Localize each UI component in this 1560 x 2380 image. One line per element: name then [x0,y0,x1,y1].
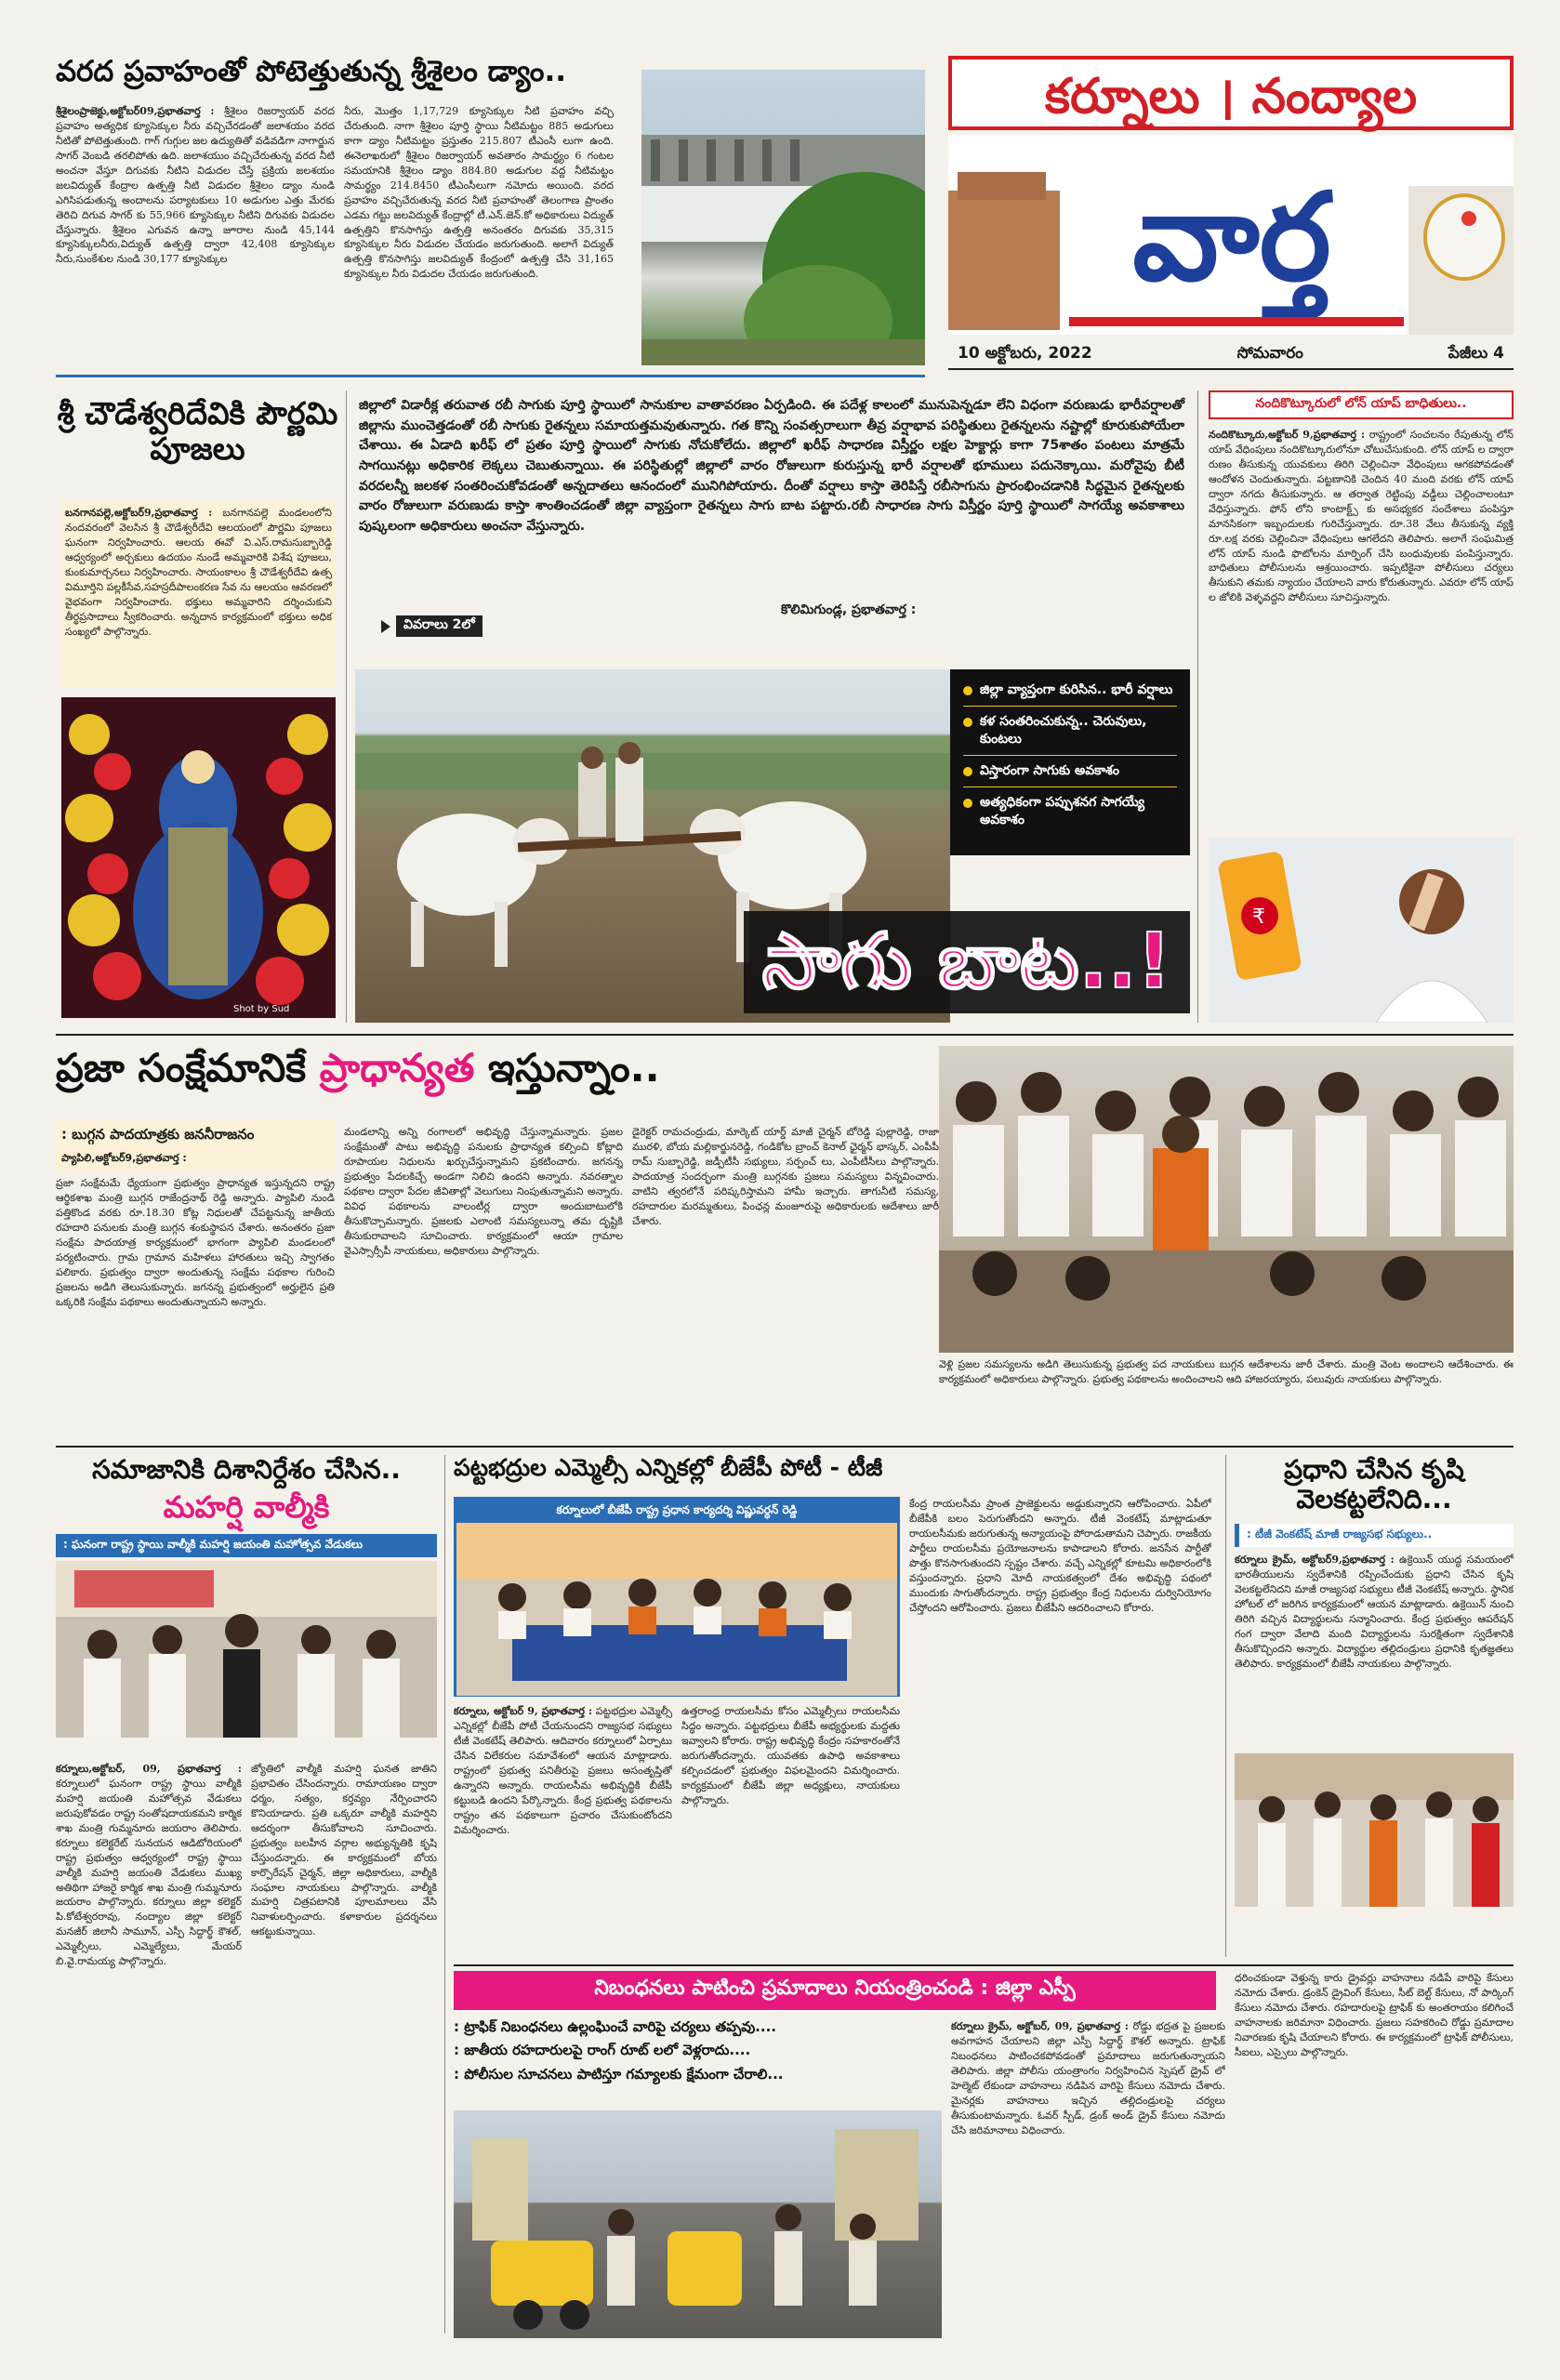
loanapp-dateline: నందికొట్కూరు,అక్టోబర్ 9,ప్రభాతవార్త : [1209,429,1366,441]
sp-points [454,2019,951,2082]
traffic-photo [454,2110,942,2338]
loanapp-body-text: రాష్ట్రంలో సంచలనం రేపుతున్న లోన్ యాప్ వేధింపులు నందికొట్కూరులోనూ చోటుచేసుకుంది. లోన్ యాప్ ల ద్వారా రుణం తీసుకున్న యువకులు తిరిగి చెల్లించినా వేధింపులు ఆగకపోవడంతో ఆందోళన చెందుతున్నారు. పట్టణానికి చెందిన 40 మంది వరకు లోన్ యాప్ ద్వారా నగదు తీసుకున్నారు. ఆ తర్వాత రెట్టింపు వడ్డీలు చెల్లించాలంటూ వేధిస్తున్నారు. ఫోన్ లోని కాంటాక్ట్స్ కు అసభ్యకర సందేశాలు పంపిస్తూ మానసికంగా ఇబ్బందులకు గురిచేస్తున్నారు. రూ.38 వేలు తీసుకున్న వ్యక్తి రూ.లక్ష వరకు చెల్లించినా వేధింపులు ఆగలేదని తెలిపారు. అలాగే సంఘమిత్ర లోన్ యాప్ నుండి ఫొటోలను మార్ఫింగ్ చేసి బంధువులకు పంపిస్తున్నారు. బాధితులు పోలీసులను ఆశ్రయించారు. ఇప్పటికైనా పోలీసులు చర్యలు తీసుకుని తమకు న్యాయం చేయాలని వారు కోరుతున్నారు. ఎవరూ లోన్ యాప్ ల జోలికి వెళ్ళవద్దని పోలీసులు సూచిస్తున్నారు. [1209,429,1514,604]
sagu-bullet [963,763,1177,787]
sp-point: : ట్రాఫిక్ నిబంధనలు ఉల్లంఘించే వారిపై చర్యలు తప్పవు.... [454,2018,776,2035]
pm-story [1235,1455,1514,1957]
divider-mid [56,1034,1514,1036]
masthead-day: సోమవారం [1236,344,1303,363]
buggana-story [56,1046,1514,1436]
masthead-edition: కర్నూలు । నంద్యాల [948,56,1514,130]
bjp-col1 [454,1704,672,1955]
sagu-more [381,615,483,637]
valmiki-dateline: కర్నూలు,అక్టోబర్, 09, ప్రభాతవార్త : [56,1763,242,1775]
chowdeswari-headline: శ్రీ చౌడేశ్వరిదేవికి పౌర్ణమి పూజలు [57,395,338,467]
bjp-photo [456,1523,897,1696]
pm-photo [1235,1753,1514,1907]
chowdeswari-story [56,390,339,1023]
crowd-illustration [939,1046,1514,1353]
sagu-bullet-text: కళ సంతరించుకున్న.. చెరువులు, కుంటలు [980,714,1147,747]
sagu-bullet-text: విస్తారంగా సాగుకు అవకాశం [980,763,1119,778]
goddess-photo-caption: Shot by Sud [233,1004,290,1014]
srisailam-headline: వరద ప్రవాహంతో పోటెత్తుతున్న శ్రీశైలం డ్యాం.. [56,55,567,88]
srisailam-col1 [56,104,335,364]
bjp-col3: కేంద్ర రాయలసీమ ప్రాంత ప్రాజెక్టులను అడ్డుకున్నారని ఆరోపించారు. ఏపీలో బీజేపీకి బలం పెరుగుతోందని అన్నారు. టీజీ వెంకటేష్ మాట్లాడుతూ రాయలసీమకు జరుగుతున్న అన్యాయంపై పోరాడుతామని చెప్పారు. రాజకీయ పార్టీలు రాయలసీమ ప్రయోజనాలను కాపాడాలని కోరారు. జనసేన పార్టీతో పొత్తు కొనసాగుతుందని స్పష్టం చేశారు. వచ్చే ఎన్నికల్లో కూటమి అధికారంలోకి వస్తుందన్నారు. ప్రధాని మోదీ నాయకత్వంలో దేశం అభివృద్ధి పథంలో ముందుకు సాగుతోందన్నారు. రాష్ట్ర ప్రభుత్వం కేంద్ర నిధులను దుర్వినియోగం చేస్తోందని ఆరోపించారు. ప్రజలు బీజేపీని ఆదరించాలని కోరారు. [909,1498,1211,1614]
sagu-more-arrow-icon [381,620,390,633]
chowdeswari-body [61,502,336,688]
sp-col1 [951,2019,1225,2340]
sp-col2: ధరించకుండా వెళ్తున్న కారు డ్రైవర్లు వాహనాలు నడిపే వారిపై కేసులు నమోదు చేశారు. డ్రంకెన్ డ్రైవింగ్ కేసులు, సీట్ బెల్ట్ కేసులు, నో పార్కింగ్ కేసులు నమోదు చేశారు. రహదారులపై ట్రాఫిక్ కు అంతరాయం కలిగించే వాహనాలకు జరిమానా విధించారు. ప్రజలు సహకరించి రోడ్డు ప్రమాదాల నివారణకు కృషి చేయాలని కోరారు. ఈ కార్యక్రమంలో ట్రాఫిక్ పోలీసులు, సీఐలు, ఎస్సైలు పాల్గొన్నారు. [1235,1972,1514,2058]
masthead [948,56,1514,372]
masthead-dateline-bar [948,342,1514,370]
valmiki-col2: జ్యోతిలో వాల్మీకి మహర్షి ఘనత జాతిని ప్రభావితం చేసిందన్నారు. రామాయణం ద్వారా ధర్మం, సత్యం, కర్తవ్యం నేర్పించారని కొనియాడారు. ప్రతి ఒక్కరూ వాల్మీకి మహర్షిని ఆదర్శంగా తీసుకోవాలని సూచించారు. ప్రభుత్వం బలహీన వర్గాల అభ్యున్నతికి కృషి చేస్తుందన్నారు. ఈ కార్యక్రమంలో బోయ కార్పొరేషన్ చైర్మన్, జిల్లా అధికారులు, వాల్మీకి సంఘాల నాయకులు పాల్గొన్నారు. వాల్మీకి మహర్షి చిత్రపటానికి పూలమాలలు వేసి నివాళులర్పించారు. కళాకారుల ప్రదర్శనలు ఆకట్టుకున్నాయి. [251,1763,437,1938]
loanapp-story [1209,390,1514,1023]
srisailam-col2: నీరు, మొత్తం 1,17,729 క్యూసెక్కుల నీటి ప్రవాహం వచ్చి చేరుతుంది. నాగా శ్రీశైలం పూర్తి స్థాయి నీటిమట్టం 885 అడుగులు కాగా డ్యాం నీటిమట్టం ప్రస్తుతం 215.807 టీఎంసీ లుగా ఉంది. ఈనెలాఖరులో శ్రీశైలం రిజర్వాయర్ అవతారం సామర్థ్యం 6 గంటల సమయానికి శ్రీశైలం డ్యాం 884.80 అడుగుల వద్ద నీటిమట్టం సామర్థ్యం 214.8450 టీఎంసీలుగా నమోదు అయింది. వరద ప్రవాహం వచ్చిచేరుతున్న వరద నీటి ప్రవాహంతో తెలంగాణ ప్రాంతం ఎడమ గట్టు జలవిద్యుత్ కేంద్రాల్లో టీ.ఎన్.జెన్.కో అధికారులు విద్యుత్ ఉత్పత్తిని కొనసాగిస్తు ఉత్పత్తి అనంతరం దిగువకు 35,315 క్యూసెక్కుల నీరు విడుదల చేయడం జరుగుతుంది. అలాగే విద్యుత్ ఉత్పత్తి కొనసాగిస్తు జలవిద్యుత్ కేంద్రంలో ఉత్పత్తి చేసి 31,165 క్యూసెక్కుల నీరు విడుదల చేయడం జరుగుతుంది. [344,105,614,281]
bullet-dot-icon [963,686,972,695]
masthead-name: వార్త [1132,165,1331,308]
sagu-bullet [963,682,1177,707]
sagu-bullet [963,714,1177,756]
masthead-rule-red [1069,317,1404,326]
loan-phone-illustration [1209,837,1514,1023]
bjp-band: కర్నూలులో బీజేపీ రాష్ట్ర ప్రధాన కార్యదర్శి విష్ణువర్ధన్ రెడ్డి [456,1500,897,1523]
bjp-photo-box [454,1497,900,1697]
buggana-photo [939,1046,1514,1353]
masthead-art [948,135,1514,335]
svg-text:₹: ₹ [1252,906,1265,929]
bjp-headline: పట్టభద్రుల ఎమ్మెల్సీ ఎన్నికల్లో బీజేపీ పోటీ - టీజీ [454,1454,883,1481]
bullet-dot-icon [963,799,972,808]
sagu-bullet [963,795,1177,836]
buggana-headline-black: ప్రజా సంక్షేమానికే [56,1045,307,1091]
pm-band: : టీజీ వెంకటేష్ మాజీ రాజ్యసభ సభ్యులు.. [1235,1524,1514,1547]
sagu-dateline: కొలిమిగుండ్ల, ప్రభాతవార్త : [781,602,917,617]
valmiki-col1 [56,1762,242,2329]
bullet-dot-icon [963,767,972,776]
buggana-headline [56,1046,948,1111]
srisailam-col1-text: శ్రీశైలం రిజర్వాయర్ వరద ప్రవాహం అత్యధిక క్యూసెక్కుల నీరు వచ్చిచేరడంతో జలాశయం వరద నీటితో పోటెత్తుతుంది. గాగ్ గుగ్గుల జల ఉద్యుతితో వడివడిగా నాగార్జున సాగర్ వెంబడి తరలిపోతు ఉది. జలాశయుం వచ్చిచేరుతున్న వరద నీటి అంచనా వేస్తూ దిగువకు నీటిని విడుదల చేస్తే ప్రక్రియ జలశయం జలవిద్యుత్ కేంద్రాల ఉత్పత్తి నీటి విడుదల శ్రీశైలం డ్యాం నుండి ఎగిసిపడుతున్న అందాలను పర్యాటకులు 10 అడుగుల ఎత్తు మేరకు తెరిచి దిగువ సాగర్ కు 55,966 క్యూసెక్కుల నీటిని దిగువకు విడుదల చేస్తున్నారు. శ్రీశైలం ఎగువన ఉన్నా జూరాల నుండి 45,144 క్యూసెక్కులనీరు,విద్యుత్ ఉత్పత్తి ద్వారా 42,408 క్యూసెక్కుల నీరు,సుంకేశుల నుండి 30,177 క్యూసెక్కుల [56,105,335,266]
srisailam-story [56,56,925,372]
sp-point: : పోలీసుల సూచనలు పాటిస్తూ గమ్యాలకు క్షేమంగా చేరాలి... [454,2065,784,2082]
divider-left-col [346,390,347,1023]
loanapp-body [1209,428,1514,827]
pm-body-text: ఉక్రెయిన్ యుద్ధ సమయంలో భారతీయులను స్వదేశానికి రప్పించేందుకు ప్రధాని చేసిన కృషి వెలకట్టలేనిదని మాజీ రాజ్యసభ సభ్యులు టీజీ వెంకటేష్ అన్నారు. స్థానిక హోటల్ లో జరిగిన కార్యక్రమంలో ఆయన మాట్లాడారు. ఉక్రెయిన్ నుంచి తిరిగి వచ్చిన విద్యార్థులను సన్మానించారు. కేంద్ర ప్రభుత్వం ఆపరేషన్ గంగ ద్వారా వేలాది మంది విద్యార్థులను సురక్షితంగా స్వదేశానికి తీసుకొచ్చిందని అన్నారు. విద్యార్థుల తల్లిదండ్రులు ప్రధానికి కృతజ్ఞతలు తెలిపారు. కార్యక్రమంలో బీజేపీ నాయకులు పాల్గొన్నారు. [1235,1554,1514,1670]
pm-event-illustration [1235,1753,1514,1907]
pm-body [1235,1553,1514,1748]
bjp-story [454,1455,1216,1957]
bullet-dot-icon [963,718,972,727]
valmiki-headline: సమాజానికి దిశానిర్దేశం చేసిన.. [92,1454,401,1485]
sagu-more-label[interactable]: వివరాలు 2లో [396,615,483,637]
loanapp-illustration [1209,837,1514,1023]
masthead-date: 10 అక్టోబరు, 2022 [958,344,1092,363]
dam-illustration [641,70,925,365]
chowdeswari-dateline: బనగానపల్లె,అక్టోబర్9,ప్రభాతవార్త : [65,507,213,519]
sagu-bullet-text: అత్యధికంగా పప్పుశనగ సాగయ్యే అవకాశం [980,795,1145,827]
buggana-sub: : బుగ్గన పాదయాత్రకు జననీరాజనం [61,1126,255,1143]
sagu-story [353,390,1190,1023]
bjp-dateline: కర్నూలు, అక్టోబర్ 9, ప్రభాతవార్త : [454,1705,593,1717]
bjp-col1-text: పట్టభద్రుల ఎమ్మెల్సీ ఎన్నికల్లో బీజేపీ పోటీ చేయనుందని రాజ్యసభ సభ్యులు టీజీ వెంకటేష్ తెలిపారు. ఆదివారం కర్నూలులో ఏర్పాటు చేసిన విలేకరుల సమావేశంలో ఆయన మాట్లాడారు. రాష్ట్రంలో ప్రభుత్వ పనితీరుపై ప్రజలు అసంతృప్తితో ఉన్నారని అన్నారు. రాయలసీమ అభివృద్ధికి బీజేపీ కట్టుబడి ఉందని పేర్కొన్నారు. కేంద్ర ప్రభుత్వ పథకాలను రాష్ట్రం తన పథకాలుగా ప్రచారం చేసుకుంటోందని విమర్శించారు. [454,1705,672,1836]
bjp-col2: ఉత్తరాంధ్ర రాయలసీమ కోసం ఎమ్మెల్సీలు రాయలసీమ సిద్ధం అన్నారు. పట్టభద్రులు బీజేపీ అభ్యర్థులకు మద్దతు ఇవ్వాలని కోరారు. రాష్ట్ర అభివృద్ధి కేంద్రం సహకారంతోనే జరుగుతోందన్నారు. యువతకు ఉపాధి అవకాశాలు కల్పించడంలో ప్రభుత్వం విఫలమైందని విమర్శించారు. కార్యక్రమంలో బీజేపీ జిల్లా అధ్యక్షులు, నాయకులు పాల్గొన్నారు. [681,1705,900,1806]
sagu-title: సాగు బాట..! [744,911,1190,1013]
valmiki-band: : ఘనంగా రాష్ట్ర స్థాయి వాల్మీకి మహర్షి జయంతి మహోత్సవ వేడుకలు [56,1534,437,1557]
sagu-bullet-text: జిల్లా వ్యాప్తంగా కురిసిన.. భారీ వర్షాలు [980,682,1173,697]
buggana-dateline: ప్యాపిలి,అక్టోబర్9,ప్రభాతవార్త : [61,1152,187,1164]
sp-band: నిబంధనలు పాటించి ప్రమాదాలు నియంత్రించండి : జిల్లా ఎస్పీ [454,1971,1216,2010]
valmiki-stage-illustration [56,1561,437,1738]
sp-col1-text: రోడ్డు భద్రత పై ప్రజలకు అవగాహన చేయాలని జిల్లా ఎస్పీ సిద్దార్థ్ కౌశల్ అన్నారు. ట్రాఫిక్ నిబంధనలు పాటించకపోవడంతో ప్రమాదాలు జరుగుతున్నాయని తెలిపారు. జిల్లా పోలీసు యంత్రాంగం నిర్వహించిన స్పెషల్ డ్రైవ్ లో హెల్మెట్ లేకుండా వాహనాలు నడిపిన వారిపై కేసులు నమోదు చేశారు. మైనర్లకు వాహనాలు ఇచ్చిన తల్లిదండ్రులపై చర్యలు తీసుకుంటామన్నారు. ఓవర్ స్పీడ్, డ్రంక్ అండ్ డ్రైవ్ కేసులు నమోదు చేసి జరిమానాలు విధించారు. [951,2020,1225,2136]
buggana-photo-caption: వెళ్లి ప్రజల సమస్యలను అడిగి తెలుసుకున్న ప్రభుత్వ పద నాయకులు బుగ్గన ఆదేశాలను జారీ చేశారు. మంత్రి వెంట అందాలని ఆదేశించారు. ఈ కార్యక్రమంలో అధికారులు పాల్గొన్నారు. ప్రభుత్వ పథకాలను అందించాలని ఆది హాజరయ్యారు, పలువురు నాయకులు పాల్గొన్నారు. [939,1358,1514,1385]
buggana-col2: మండలాన్ని అన్ని రంగాలలో అభివృద్ధి చేస్తున్నామన్నారు. ప్రజల సంక్షేమంతో పాటు అభివృద్ధి పనులకు ప్రాధాన్యత కల్పించి కోట్లాది రూపాయల నిధులను ఖర్చుచేస్తున్నామని ప్రకటించారు. జగనన్న ప్రభుత్వం పేదలకిచ్చే అండగా నిలిచి ఉందని అన్నారు. నవరత్నాల పథకాల ద్వారా పేదల జీవితాల్లో వెలుగులు నింపుతున్నామని అన్నారు. వివిధ పథకాలను వాలంటీర్ల ద్వారా అందుబాటులోకి తీసుకొచ్చామన్నారు. ప్రజలకు ఎలాంటి సమస్యలున్నా తమ దృష్టికి తీసుకురావాలని సూచించారు. కార్యక్రమంలో ఆయా గ్రామాల వైఎస్సార్సీపీ నాయకులు, అధికారులు పాల్గొన్నారు. [344,1126,623,1257]
goddess-illustration [61,697,336,1018]
traffic-illustration [454,2110,942,2338]
masthead-page: పేజీలు 4 [1448,344,1504,363]
pm-dateline: కర్నూలు క్రైమ్, అక్టోబర్9,ప్రభాతవార్త : [1235,1554,1395,1567]
divider-top [56,375,925,377]
divider-right-col [1197,390,1198,1023]
pm-headline: ప్రధాని చేసిన కృషి వెలకట్టలేనిది... [1284,1454,1464,1515]
divider-lower [56,1446,1514,1448]
valmiki-col1-text: కర్నూలులో ఘనంగా రాష్ట్ర స్థాయి వాల్మీకి మహర్షి జయంతి మహోత్సవ వేడుకలు జరుపుకోవడం రాష్ట్ర సంతోషదాయకమని కార్మిక శాఖ మంత్రి గుమ్మనూరు జయరాం తెలిపారు. కర్నూలు కలెక్టరేట్ సునయన ఆడిటోరియంలో రాష్ట్ర ప్రభుత్వం ఆధ్వర్యంలో రాష్ట్ర స్థాయి వాల్మీకి మహర్షి జయంతి వేడుకలు ముఖ్య అతిథిగా హాజరై కార్మిక శాఖ మంత్రి గుమ్మనూరు జయరాం పాల్గొన్నారు. కర్నూలు జిల్లా కలెక్టర్ పి.కోటేశ్వరరావు, నంద్యాల జిల్లా కలెక్టర్ మనజీర్ జిలానీ సామూన్, ఎస్పీ సిద్దార్థ్ కౌశల్, ఎమ్మెల్సీలు, ఎమ్మెల్యేలు, మేయర్ బి.వై.రామయ్య పాల్గొన్నారు. [56,1777,242,1968]
loanapp-band: నందికొట్కూరులో లోన్ యాప్ బాధితులు.. [1209,390,1514,419]
buggana-col1: ప్రజా సంక్షేమమే ధ్యేయంగా ప్రభుత్వం ప్రాధాన్యత ఇస్తున్నదని రాష్ట్ర ఆర్థికశాఖ మంత్రి బుగ్గన రాజేంద్రనాథ్ రెడ్డి అన్నారు. ప్యాపిలి నుండి పత్తికొండ వరకు రూ.18.30 కోట్ల నిధులతో చేపట్టనున్న జాతీయ రహదారి పనులకు మంత్రి బుగ్గన శంకుస్థాపన చేశారు. అనంతరం ప్రజా సంక్షేమ పాదయాత్ర కార్యక్రమంలో భాగంగా ప్యాపిలి మండలంలో పర్యటించారు. గ్రామ గ్రామాన మహిళలు హారతులు ఇచ్చి స్వాగతం పలికారు. ప్రభుత్వం ద్వారా అందుతున్న సంక్షేమ పథకాల గురించి ప్రజలను అడిగి తెలుసుకున్నారు. జగనన్న ప్రభుత్వంలో అర్హులైన ప్రతి ఒక్కరికి సంక్షేమ పథకాలు అందుతున్నాయని అన్నారు. [56,1177,335,1308]
bjp-press-illustration [456,1523,897,1696]
divider-valmiki [444,1455,445,2334]
sp-story [454,1971,1514,2343]
valmiki-photo [56,1561,437,1738]
srisailam-dateline: శ్రీశైలంప్రాజెక్టు,అక్టోబర్09,ప్రభాతవార్త : [56,105,215,117]
divider-sp [454,1964,1514,1966]
buggana-col3: డైరెక్టర్ రామచంద్రుడు, మార్కెట్ యార్డ్ మాజీ చైర్మన్ బోరెడ్డి పుల్లారెడ్డి, రాజా మురళి, బోయ మల్లికార్జునరెడ్డి, గండికోట బ్రాంచ్ కెనాల్ ఛైర్మన్ భాస్కర్, ఎంపీపీ రామ్ సుబ్బారెడ్డి, జడ్పీటీసీ సభ్యులు, సర్పంచ్ లు, ఎంపీటీసీలు పాల్గొన్నారు. పాదయాత్ర సందర్భంగా మంత్రి బుగ్గనకు ప్రజలు సమస్యలు విన్నవించారు. వాటిని త్వరలోనే పరిష్కరిస్తామని హామీ ఇచ్చారు. తాగునీటి సమస్య, రహదారుల మరమ్మతులు, పింఛన్ల మంజూరుపై అధికారులకు ఆదేశాలు జారీ చేశారు. [632,1126,939,1227]
buggana-headline-pink: ప్రాధాన్యత [319,1045,475,1091]
valmiki-headline2: మహర్షి వాల్మీకి [163,1489,330,1526]
goddess-photo [61,697,336,1018]
sagu-bullets-box [950,669,1190,855]
divider-bjp [1225,1455,1226,1957]
buggana-headline-tail: ఇస్తున్నాం.. [488,1045,660,1091]
buggana-sub-box [56,1120,335,1171]
chowdeswari-body-text: బనగానపల్లె మండలంలోని నందవరంలో వెలసిన శ్రీ చౌడేశ్వరీదేవి ఆలయంలో పౌర్ణమి పూజలు ఘనంగా నిర్వహించారు. ఆలయ ఈవో వి.ఎస్.రామసుబ్బారెడ్డి ఆధ్వర్యంలో అర్చకులు ఉదయం నుండే అమ్మవారికి విశేష పూజలు, కుంకుమార్చనలు నిర్వహించారు. సాయంకాలం శ్రీ చౌడేశ్వరీదేవి ఉత్స విమూర్తిని పల్లకీసేవ,సహస్రదీపాలంకరణ సేవ ను ఆలయం ఆవరణలో వైభవంగా నిర్వహించారు. భక్తులు అమ్మవారిని దర్శించుకుని తీర్థప్రసాదాలు స్వీకరించారు. అన్నదాన కార్యక్రమంలో భక్తులు అధిక సంఖ్యలో పాల్గొన్నారు. [65,507,333,638]
sagu-intro: జిల్లాలో విడారీక్ల తరువాత రబీ సాగుకు పూర్తి స్థాయిలో సానుకూల వాతావరణం ఏర్పడింది. ఈ పదేళ్ల కాలంలో మునుపెన్నడూ లేని విధంగా వరుణుడు భారీవర్షాలతో జిల్లాను ముంచెత్తడంతో రబీ సాగుకు రైతన్నలు సమాయత్తమవుతున్నారు. గత కొన్ని సంవత్సరాలుగా తీవ్ర వర్షాభావ పరిస్థితులు రైతన్నలను నష్టాల్లో కూరుకుపోయేలా చేశాయి. ఈ ఏడాది ఖరీఫ్ లో ప్రతం పూర్తి స్థాయిలో సాగుకు నోచుకోలేదు. జిల్లాలో ఖరీఫ్ సాధారణ విస్తీర్ణం లక్షల హెక్టార్లు కాగా 75శాతం పంటలు మాత్రమే సాగయినట్లు అధికారిక లెక్కలు చెబుతున్నాయి. ఈ పరిస్థితుల్లో జిల్లాలో వారం రోజులుగా కురుస్తున్న భారీ వర్షాలతో భూములు పదునెక్కాయి. మరోవైపు బీటీ వరదలన్నీ జలకళ సంతరించుకోవడంతో అన్నదాతలు ఆనందంలో మునిగిపోయారు. దీంతో వర్షాలు కాస్తా తెరిపిస్తే రబీసాగును ప్రారంభించడానికి సిద్ధమైన రైతన్నలకు వారం రోజులుగా వరుణుడు కాస్తా శాంతించడంతో జిల్లా వ్యాప్తంగా రైతన్నలు సాగు బాట పట్టారు.రబీ సాధారణ సాగు విస్తీర్ణం పూర్తి స్థాయిలో సాగయ్యే అవకాశాలు పుష్కలంగా అధికారులు అంచనా వేస్తున్నారు. [359,398,1184,535]
sp-dateline: కర్నూలు క్రైమ్, అక్టోబర్, 09, ప్రభాతవార్త : [951,2020,1129,2032]
dam-photo [641,70,925,365]
valmiki-story [56,1455,437,2334]
sp-point: : జాతీయ రహదారులపై రాంగ్ రూట్ లలో వెళ్లరాదు.... [454,2042,751,2059]
